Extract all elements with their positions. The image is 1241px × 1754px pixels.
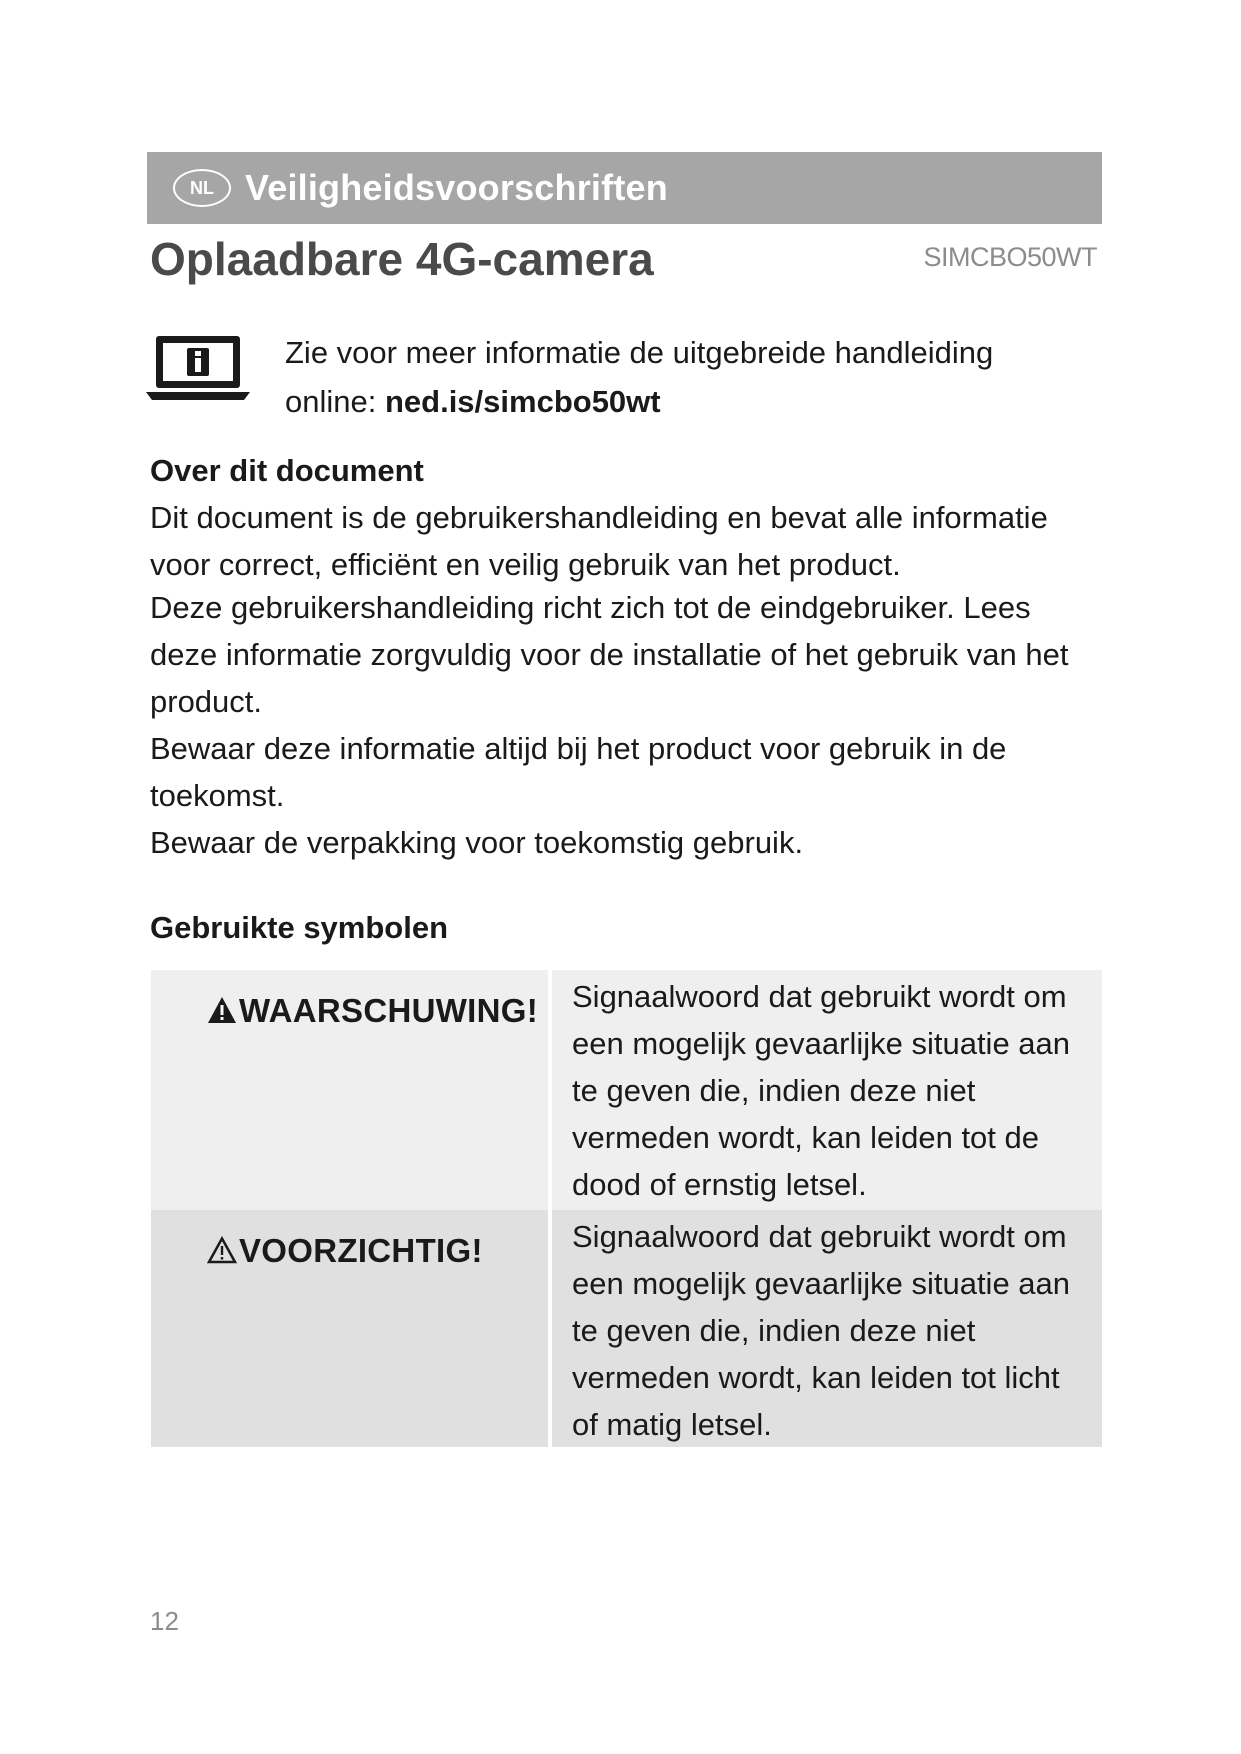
model-code: SIMCBO50WT xyxy=(923,242,1097,272)
symbol-description: Signaalwoord dat gebruikt wordt om een mogelijk gevaarlijke situatie aan te geven die, indien deze niet vermeden wordt, kan leiden tot de dood of ernstig letsel. xyxy=(552,970,1102,1210)
laptop-info-icon xyxy=(146,334,250,406)
about-paragraph-1: Dit document is de gebruikershandleiding en bevat alle informatie voor correct, efficiënt en veilig gebruik van het product. xyxy=(150,500,1048,582)
manual-link[interactable]: ned.is/simcbo50wt xyxy=(384,384,661,419)
manual-note-line1: Zie voor meer informatie de uitgebreide handleiding xyxy=(285,335,994,370)
section-header-bar xyxy=(147,152,1102,224)
about-section xyxy=(150,450,1100,866)
symbols-section xyxy=(150,910,1100,946)
language-badge: NL xyxy=(173,169,231,207)
product-title: Oplaadbare 4G-camera xyxy=(150,233,654,285)
symbol-row-warning xyxy=(151,970,1102,1210)
manual-note-prefix: online: xyxy=(285,384,385,419)
section-title: Veiligheidsvoorschriften xyxy=(245,167,668,208)
about-paragraph-2: Deze gebruikershandleiding richt zich tot de eindgebruiker. Lees deze informatie zorgvuldig voor de installatie of het gebruik van het product. xyxy=(150,590,1069,719)
page-number: 12 xyxy=(150,1606,179,1636)
symbol-label: WAARSCHUWING! xyxy=(239,992,539,1029)
warning-outline-icon xyxy=(207,1236,237,1264)
symbol-row-caution xyxy=(151,1210,1102,1447)
warning-filled-icon xyxy=(207,996,237,1024)
about-heading: Over dit document xyxy=(150,453,424,488)
symbols-heading: Gebruikte symbolen xyxy=(150,910,449,945)
online-manual-note xyxy=(285,328,1085,426)
symbol-description: Signaalwoord dat gebruikt wordt om een mogelijk gevaarlijke situatie aan te geven die, indien deze niet vermeden wordt, kan leiden tot licht of matig letsel. xyxy=(552,1210,1102,1447)
about-paragraph-3: Bewaar deze informatie altijd bij het product voor gebruik in de toekomst. xyxy=(150,731,1007,813)
symbol-label-cell xyxy=(151,970,548,1210)
symbols-table xyxy=(151,970,1102,1447)
about-paragraph-4: Bewaar de verpakking voor toekomstig gebruik. xyxy=(150,825,804,860)
symbol-label: VOORZICHTIG! xyxy=(239,1232,483,1269)
symbol-label-cell xyxy=(151,1210,548,1447)
